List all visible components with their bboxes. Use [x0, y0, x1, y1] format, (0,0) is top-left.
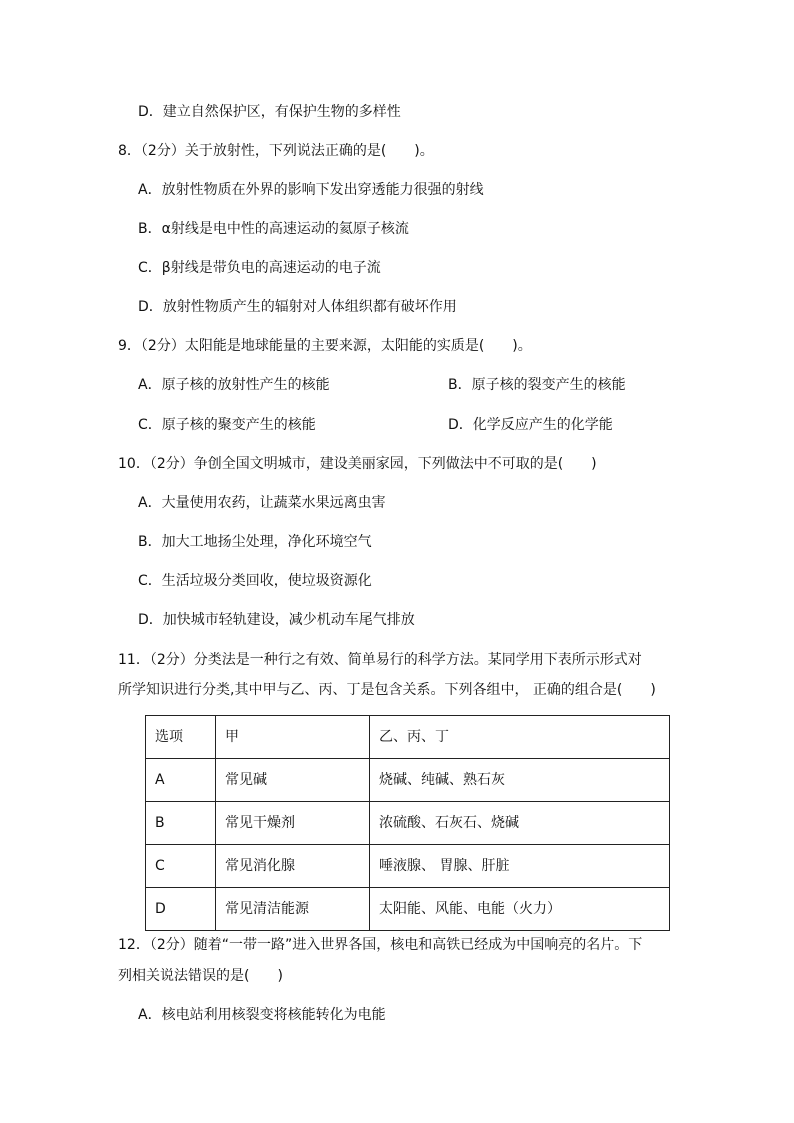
q10-option-b: B．加大工地扬尘处理，净化环境空气 — [138, 534, 372, 550]
table-header-row — [146, 716, 670, 759]
q9-stem: 9．（2分）太阳能是地球能量的主要来源，太阳能的实质是( )。 — [118, 338, 532, 354]
table-header-cell: 选项 — [146, 716, 216, 759]
q9-option-a: A．原子核的放射性产生的核能 — [138, 377, 330, 393]
q12-stem-line2: 列相关说法错误的是( ) — [118, 968, 283, 984]
table-cell: 烧碱、纯碱、熟石灰 — [370, 759, 670, 802]
table-row — [146, 888, 670, 931]
table-cell: 常见消化腺 — [216, 845, 370, 888]
table-row — [146, 845, 670, 888]
q12-option-a: A．核电站利用核裂变将核能转化为电能 — [138, 1007, 386, 1023]
q8-option-c: C．β射线是带负电的高速运动的电子流 — [138, 260, 381, 276]
table-cell: 浓硫酸、石灰石、烧碱 — [370, 802, 670, 845]
q10-stem: 10．（2分）争创全国文明城市，建设美丽家园，下列做法中不可取的是( ) — [118, 456, 597, 472]
table-cell: 太阳能、风能、电能（火力） — [370, 888, 670, 931]
table-header-cell: 甲 — [216, 716, 370, 759]
q7-option-d: D．建立自然保护区，有保护生物的多样性 — [138, 104, 401, 120]
table-row — [146, 802, 670, 845]
q10-option-c: C．生活垃圾分类回收，使垃圾资源化 — [138, 573, 372, 589]
q8-option-b: B．α射线是电中性的高速运动的氦原子核流 — [138, 221, 409, 237]
classification-table — [145, 715, 670, 931]
table-cell: A — [146, 759, 216, 802]
table-cell: 唾液腺、 胃腺、肝脏 — [370, 845, 670, 888]
table-cell: C — [146, 845, 216, 888]
table-cell: 常见碱 — [216, 759, 370, 802]
table-cell: 常见干燥剂 — [216, 802, 370, 845]
table-cell: 常见清洁能源 — [216, 888, 370, 931]
table-cell: D — [146, 888, 216, 931]
q8-option-d: D．放射性物质产生的辐射对人体组织都有破坏作用 — [138, 299, 457, 315]
q10-option-a: A．大量使用农药，让蔬菜水果远离虫害 — [138, 495, 386, 511]
q9-option-b: B．原子核的裂变产生的核能 — [448, 377, 626, 393]
table-cell: B — [146, 802, 216, 845]
q10-option-d: D．加快城市轻轨建设，减少机动车尾气排放 — [138, 612, 415, 628]
q12-stem-line1: 12．（2分）随着“一带一路”进入世界各国，核电和高铁已经成为中国响亮的名片。下 — [118, 937, 643, 953]
q8-option-a: A．放射性物质在外界的影响下发出穿透能力很强的射线 — [138, 182, 484, 198]
q8-stem: 8．（2分）关于放射性，下列说法正确的是( )。 — [118, 143, 434, 159]
table-row — [146, 759, 670, 802]
q11-stem-line2: 所学知识进行分类,其中甲与乙、丙、丁是包含关系。下列各组中， 正确的组合是( ) — [118, 682, 656, 698]
q9-option-c: C．原子核的聚变产生的核能 — [138, 417, 316, 433]
q9-option-d: D．化学反应产生的化学能 — [448, 417, 613, 433]
table-header-cell: 乙、丙、丁 — [370, 716, 670, 759]
q11-stem-line1: 11．（2分）分类法是一种行之有效、简单易行的科学方法。某同学用下表所示形式对 — [118, 652, 642, 668]
